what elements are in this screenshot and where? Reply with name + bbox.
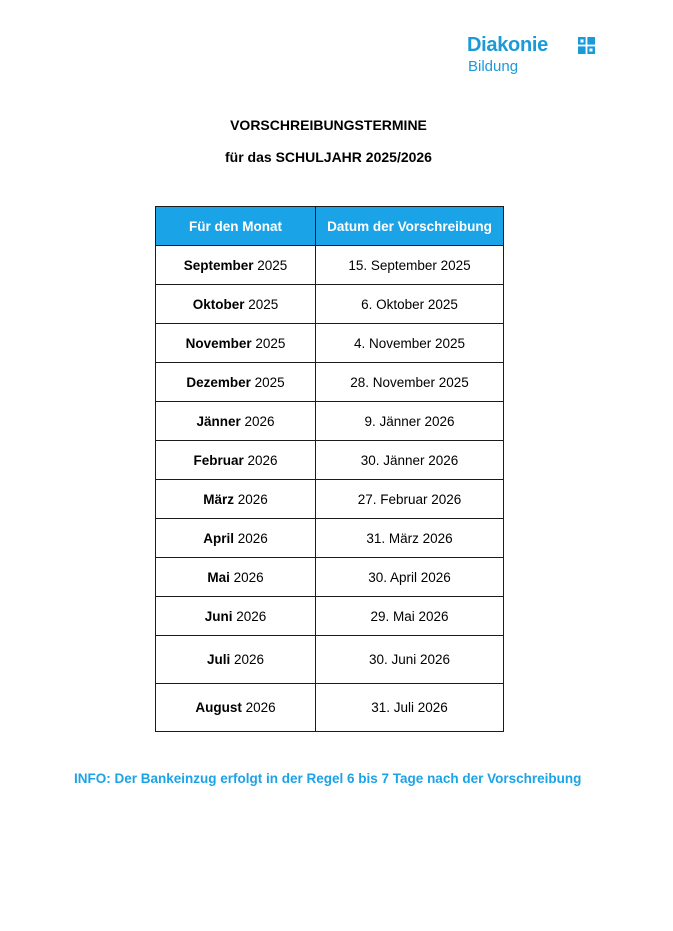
month-name: September [183,257,254,273]
prescription-date-cell: 28. November 2025 [316,363,504,402]
prescription-date-cell: 30. Juni 2026 [316,636,504,684]
logo-name: Diakonie [467,34,548,56]
month-name: Juli [206,652,231,667]
table-row [156,363,504,402]
logo-subtitle: Bildung [468,58,519,75]
prescription-date-cell: 15. September 2025 [316,246,504,285]
month-year: 2025 [257,257,288,273]
month-name: Oktober [192,296,245,312]
month-year: 2026 [244,413,275,429]
schedule-table [155,206,504,732]
month-cell [156,597,316,636]
month-year: 2026 [233,569,264,585]
month-name: Februar [193,452,244,468]
month-year: 2025 [248,296,279,312]
column-header-date: Datum der Vorschreibung [316,207,504,246]
column-header-month: Für den Monat [156,207,316,246]
table-row [156,684,504,732]
month-year: 2025 [255,335,286,351]
month-cell [156,558,316,597]
month-name: April [203,530,234,546]
month-cell [156,480,316,519]
month-cell [156,402,316,441]
month-cell [156,285,316,324]
month-cell [156,246,316,285]
page-subtitle: für das SCHULJAHR 2025/2026 [225,149,432,165]
prescription-date-cell: 27. Februar 2026 [316,480,504,519]
prescription-date-cell: 30. April 2026 [316,558,504,597]
table-row [156,324,504,363]
month-year: 2026 [245,700,276,715]
table-row [156,636,504,684]
month-name: Mai [207,569,230,585]
table-row [156,285,504,324]
month-name: Dezember [186,374,251,390]
prescription-date-cell: 6. Oktober 2025 [316,285,504,324]
month-cell [156,324,316,363]
month-cell [156,441,316,480]
table-row [156,519,504,558]
diakonie-cross-icon [578,37,595,54]
prescription-date-cell: 29. Mai 2026 [316,597,504,636]
table-row [156,246,504,285]
diakonie-logo [467,34,607,78]
table-row [156,480,504,519]
month-year: 2026 [236,608,267,624]
table-header-row [156,207,504,246]
table-row [156,597,504,636]
month-cell [156,519,316,558]
prescription-date-cell: 4. November 2025 [316,324,504,363]
month-cell [156,636,316,684]
month-name: Juni [204,608,233,624]
prescription-date-cell: 31. März 2026 [316,519,504,558]
table-row [156,441,504,480]
page-title: VORSCHREIBUNGSTERMINE [230,117,427,133]
month-year: 2026 [237,530,268,546]
month-year: 2026 [247,452,278,468]
table-row [156,558,504,597]
info-note: INFO: Der Bankeinzug erfolgt in der Regel 6 bis 7 Tage nach der Vorschreibung [74,771,582,786]
table-row [156,402,504,441]
month-cell [156,363,316,402]
prescription-date-cell: 31. Juli 2026 [316,684,504,732]
month-year: 2026 [233,652,265,667]
month-name: März [203,491,234,507]
prescription-date-cell: 30. Jänner 2026 [316,441,504,480]
month-cell [156,684,316,732]
month-year: 2025 [254,374,285,390]
prescription-date-cell: 9. Jänner 2026 [316,402,504,441]
month-name: November [185,335,252,351]
month-name: August [195,700,242,715]
month-year: 2026 [237,491,268,507]
month-name: Jänner [196,413,241,429]
